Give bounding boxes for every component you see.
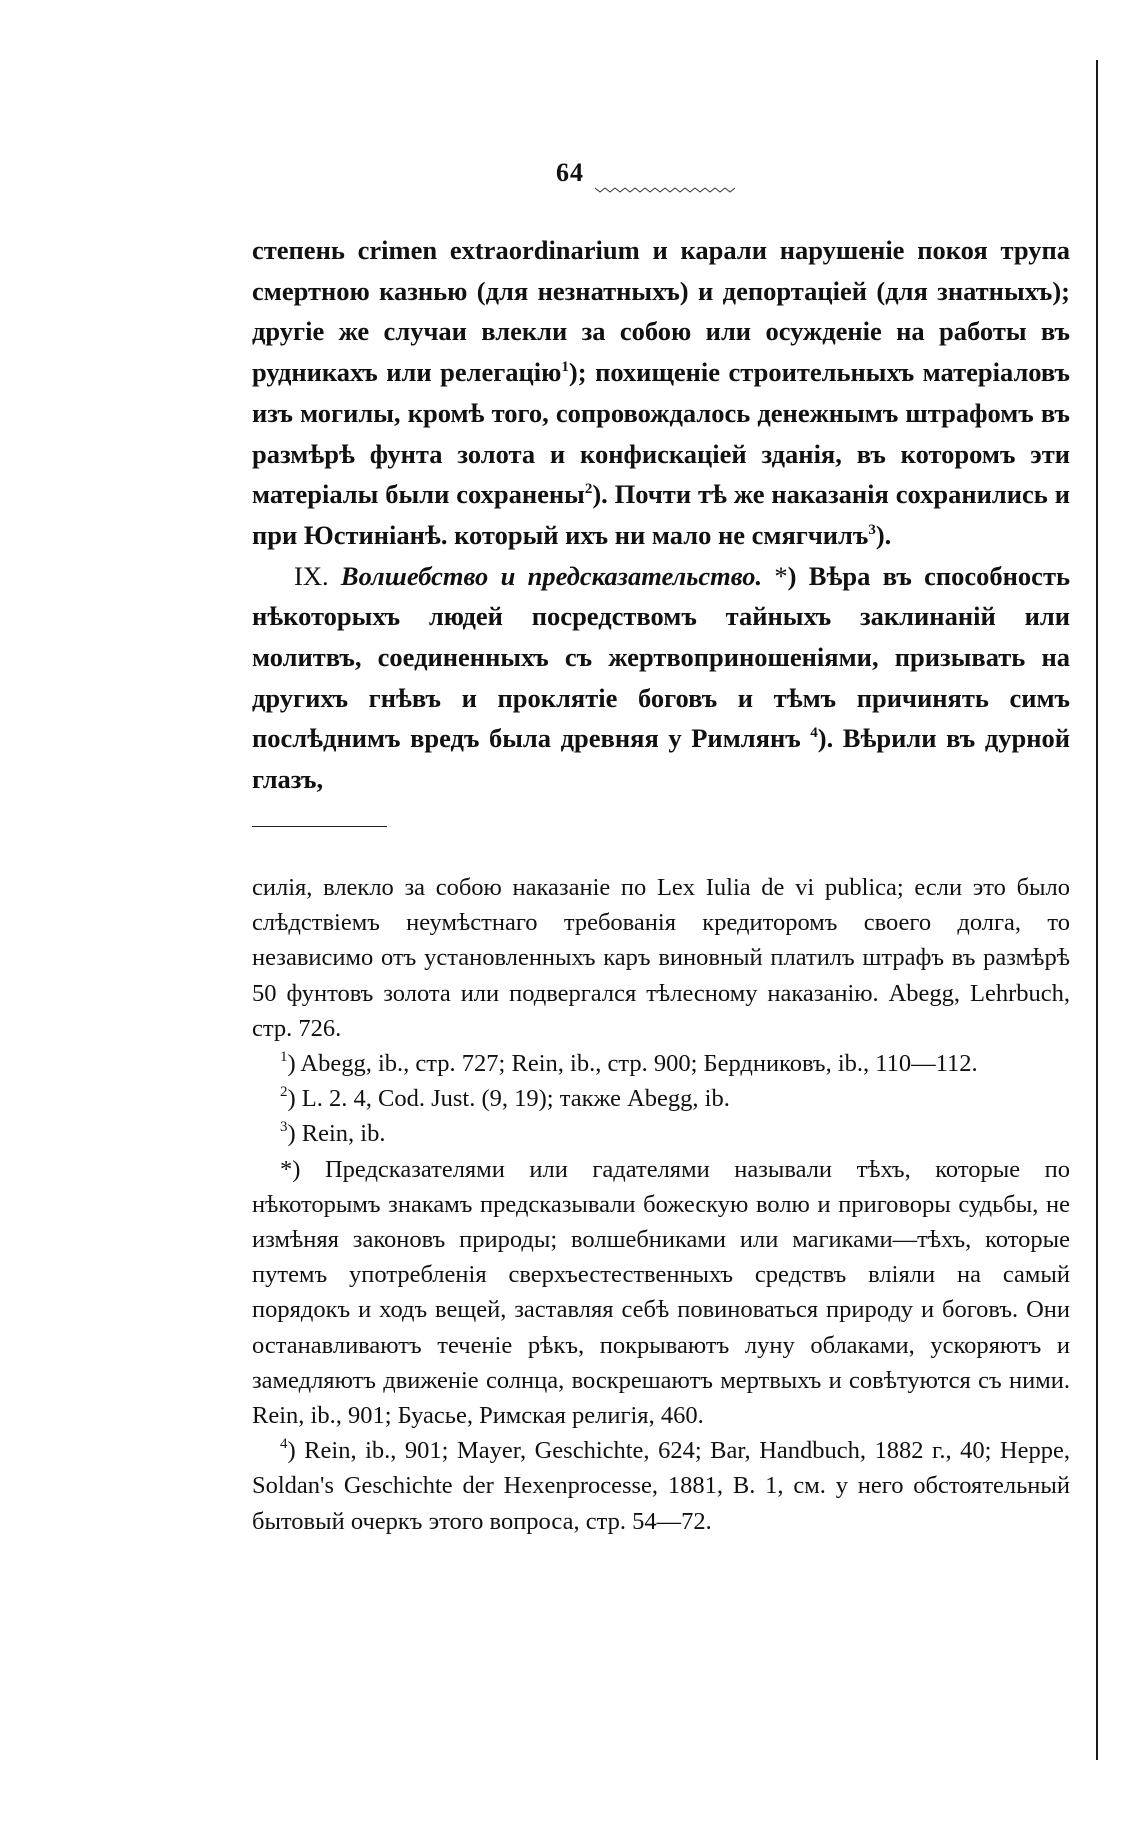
main-p2-part-b: ). Вѣрили въ дурной глазъ,	[252, 723, 1070, 795]
footnote-continuation: силія, влекло за собою наказаніе по Lex Iulia de vi publica; если это было слѣдствіемъ неумѣстнаго требованія кредиторомъ своего долга, то независимо отъ установленныхъ каръ виновный платилъ штрафъ въ размѣрѣ 50 фунтовъ золота или подвергался тѣлесному наказанію. Abegg, Lehrbuch, стр. 726.	[252, 874, 1070, 1042]
section-number: IX.	[294, 560, 329, 591]
footnote-1	[252, 1046, 1070, 1081]
footnote-3-text: ) Rein, ib.	[287, 1120, 386, 1148]
page-number-ornament	[595, 186, 735, 194]
section-title: Волшебство и предсказательство.	[340, 560, 763, 591]
main-p1-part-b: ); похищеніе строительныхъ матеріаловъ изъ могилы, кромѣ того, сопровождалось денежнымъ штрафомъ въ размѣрѣ фунта золота и конфискаціей зданія, въ которомъ эти матеріалы были сохранены	[252, 357, 1070, 510]
main-paragraph-1	[252, 230, 1070, 556]
footnotes	[252, 870, 1070, 1539]
footnote-star-text: ) Предсказателями или гадателями называли тѣхъ, которые по нѣкоторымъ знакамъ предсказывали божескую волю и приговоры судьбы, не измѣняя законовъ природы; волшебниками или магиками—тѣхъ, которые путемъ употребленія сверхъестественныхъ средствъ вліяли на самый порядокъ и ходъ вещей, заставляя себѣ повиноваться природу и боговъ. Они останавливаютъ теченіе рѣкъ, покрываютъ луну облаками, ускоряютъ и замедляютъ движеніе солнца, воскрешаютъ мертвыхъ и совѣтуются съ ними. Rein, ib., 901; Буасье, Римская религія, 460.	[252, 1155, 1070, 1430]
footnote-2	[252, 1081, 1070, 1116]
main-paragraph-2	[252, 556, 1070, 800]
footnote-star	[252, 1152, 1070, 1434]
footnote-3	[252, 1116, 1070, 1151]
main-p1-part-a: степень crimen extraordinarium и карали нарушеніе покоя трупа смертною казнью (для незнатныхъ) и депортаціей (для знатныхъ); другіе же случаи влекли за собою или осужденіе на работы въ рудникахъ или релегацію	[252, 235, 1070, 388]
footnote-3-mark: 3	[280, 1119, 288, 1136]
main-p2-part-a: ) Вѣра въ способность нѣкоторыхъ людей посредствомъ тайныхъ заклинаній или молитвъ, соединенныхъ съ жертвоприношеніями, призывать на другихъ гнѣвъ и проклятіе боговъ и тѣмъ причинять симъ послѣднимъ вредъ была древняя у Римлянъ	[252, 560, 1070, 754]
footnote-1-text: ) Abegg, ib., стр. 727; Rein, ib., стр. 900; Бердниковъ, ib., 110—112.	[287, 1050, 978, 1078]
footnote-ref-2: 2	[584, 481, 593, 498]
footnote-1-mark: 1	[280, 1049, 288, 1066]
page-number: 64	[556, 158, 584, 187]
footnote-4-mark: 4	[280, 1436, 288, 1453]
main-p1-part-d: ).	[875, 519, 892, 550]
footnote-2-mark: 2	[280, 1084, 288, 1101]
footnote-4	[252, 1433, 1070, 1539]
main-p1-part-c: ). Почти тѣ же наказанія сохранились и при Юстиніанѣ. который ихъ ни мало не смягчилъ	[252, 479, 1070, 550]
ornament-zigzag	[595, 188, 735, 192]
footnote-2-text: ) L. 2. 4, Cod. Just. (9, 19); также Abegg, ib.	[287, 1085, 730, 1113]
footnote-star-mark: *	[280, 1155, 293, 1183]
footnote-divider	[252, 826, 387, 827]
footnote-ref-4: 4	[810, 725, 818, 742]
footnote-ref-1: 1	[561, 359, 569, 376]
footnote-ref-star: *	[774, 560, 788, 591]
main-text	[252, 230, 1070, 800]
scan-edge-line	[1096, 60, 1098, 1760]
footnote-4-text: ) Rein, ib., 901; Mayer, Geschichte, 624; Bar, Handbuch, 1882 г., 40; Heppe, Soldan's Geschichte der Hexenprocesse, 1881, B. 1, см. у него обстоятельный бытовый очеркъ этого вопроса, стр. 54—72.	[252, 1437, 1070, 1535]
footnote-ref-3: 3	[868, 521, 876, 538]
